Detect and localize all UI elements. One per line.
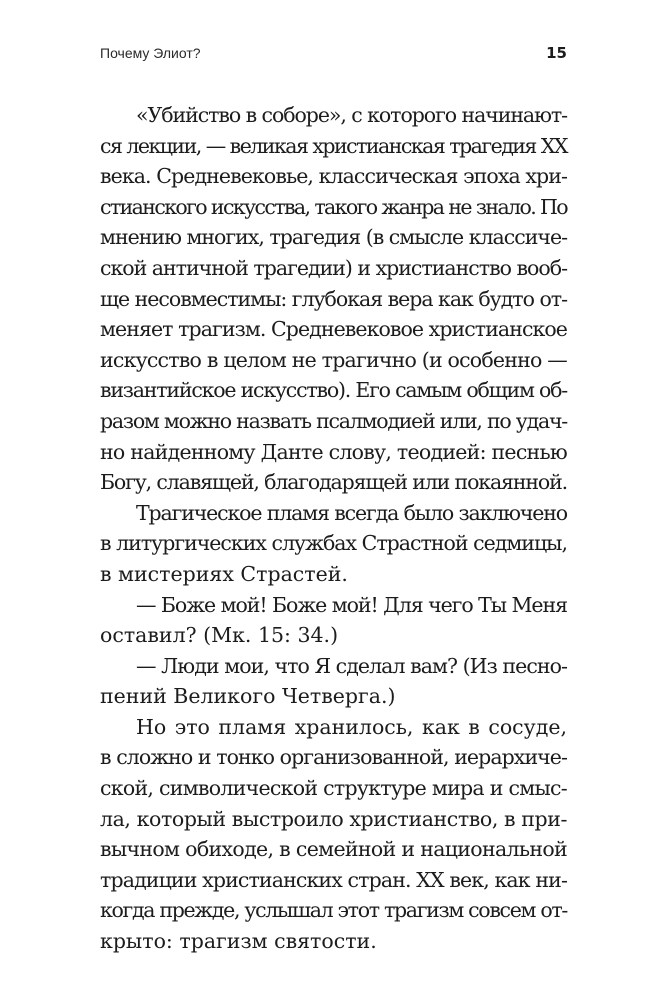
text-line: разом можно назвать псалмодией или, по удач- — [100, 408, 567, 433]
text-line: «Убийство в соборе», с которого начинают- — [136, 103, 567, 127]
text-line: но найденному Данте слову, теодией: песнью — [100, 439, 567, 464]
running-head — [100, 44, 567, 62]
text-line: — Люди мои, что Я сделал вам? (Из песно- — [136, 653, 567, 678]
text-line: в литургических службах Страстной седмицы, — [100, 531, 567, 556]
text-line: пений Великого Четверга.) — [100, 684, 396, 709]
text-line: ской античной трагедии) и христианство вооб- — [100, 255, 567, 280]
text-line: ской, символической структуре мира и смыс- — [100, 776, 568, 801]
text-line: византийское искусство). Его самым общим об- — [100, 378, 567, 403]
text-line: крыто: трагизм святости. — [100, 929, 377, 954]
text-line: Трагическое пламя всегда было заключено — [136, 500, 567, 525]
text-line: века. Средневековье, классическая эпоха хри- — [100, 164, 568, 189]
text-line: Богу, славящей, благодарящей или покаянной. — [100, 470, 567, 495]
text-line: меняет трагизм. Средневековое христианское — [100, 317, 567, 342]
page-number: 15 — [546, 44, 567, 62]
text-line: ла, который выстроило христианство, в при- — [100, 806, 568, 831]
text-line: когда прежде, услышал этот трагизм совсем от- — [100, 898, 568, 923]
text-line: — Боже мой! Боже мой! Для чего Ты Меня — [136, 592, 567, 617]
text-line: в мистериях Страстей. — [100, 561, 348, 586]
body-text — [100, 100, 567, 957]
text-line: ще несовместимы: глубокая вера как будто от- — [100, 286, 568, 311]
text-line: мнению многих, трагедия (в смысле классиче- — [100, 225, 568, 250]
text-line: вычном обиходе, в семейной и национальной — [100, 837, 567, 862]
running-head-title: Почему Элиот? — [100, 45, 201, 61]
text-line: традиции христианских стран. XX век, как ни- — [100, 867, 567, 892]
text-line: искусство в целом не трагично (и особенно — — [100, 347, 567, 372]
text-line: Но это пламя хранилось, как в сосуде, — [136, 714, 567, 739]
text-line: оставил? (Мк. 15: 34.) — [100, 623, 339, 648]
text-line: в сложно и тонко организованной, иерархиче- — [100, 745, 567, 770]
text-line: ся лекции, — великая христианская трагедия XX — [100, 133, 567, 158]
text-line: стианского искусства, такого жанра не знало. По — [100, 194, 568, 219]
